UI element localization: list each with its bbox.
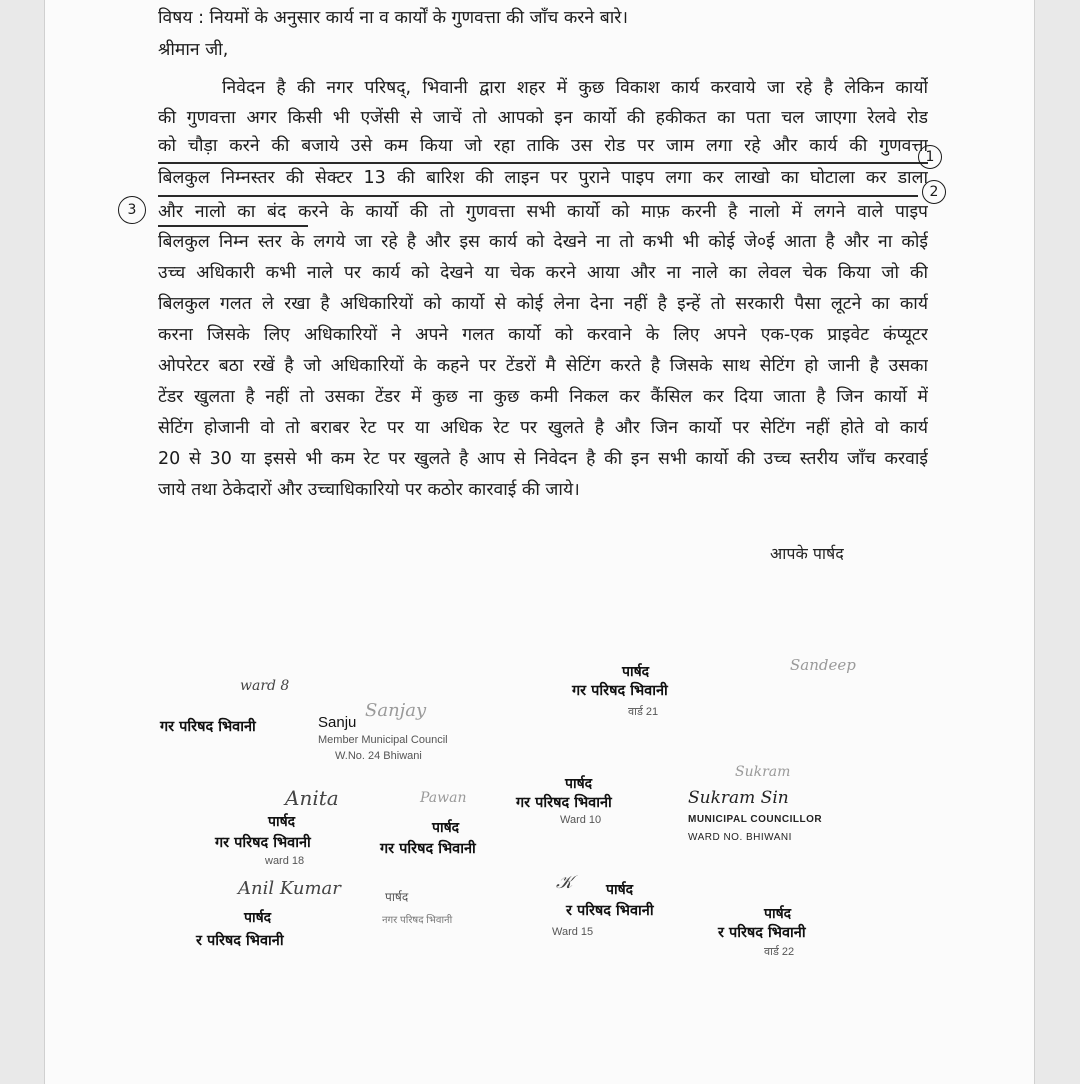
signatory-name: Sanju	[318, 714, 357, 731]
body-line-5: और नालो का बंद करने के कार्यो की तो गुणवत्ता सभी कार्यो को माफ़ करनी है नालो में लगने वाले पाइप	[158, 202, 928, 222]
body-line-8: बिलकुल गलत ले रखा है अधिकारियों को कार्यो से कोई लेना देना नहीं है इन्हें तो सरकारी पैसा लूटने का कार्य	[158, 294, 928, 314]
stamp-council-line: र परिषद भिवानी	[196, 933, 284, 949]
stamp-ward: ward 18	[265, 855, 305, 867]
body-line-7: उच्च अधिकारी कभी नाले पर कार्य को देखने या चेक करने आया और ना नाले का लेवल चेक किया जो की	[158, 263, 928, 283]
body-line-12: सेटिंग होजानी वो तो बराबर रेट पर या अधिक रेट पर खुलते है और जिन कार्यो पर सेटिंग नहीं होते वो कार्य	[158, 418, 928, 438]
stamp-title: पार्षद	[268, 814, 296, 830]
body-line-1: निवेदन है की नगर परिषद्‌, भिवानी द्वारा शहर में कुछ विकाश कार्य करवाये जा रहे है लेकिन कार्यो	[222, 78, 928, 98]
stamp-ward: Ward 10	[560, 814, 602, 826]
circled-marker-1: 1	[918, 145, 942, 169]
signature-scribble: ward 8	[240, 678, 290, 694]
page-margin-left	[0, 0, 45, 1084]
stamp-title: पार्षद	[622, 664, 650, 680]
signature-scribble: Anil Kumar	[238, 878, 341, 899]
stamp-council-line: गर परिषद भिवानी	[572, 683, 668, 699]
signatory-name: Sukram Sin	[688, 788, 789, 808]
circled-marker-2: 2	[922, 180, 946, 204]
stamp-title: पार्षद	[606, 882, 634, 898]
signature-scribble: Sandeep	[790, 656, 856, 674]
letter-salutation: श्रीमान जी,	[158, 40, 229, 60]
signature-scribble: Sanjay	[365, 700, 427, 721]
body-line-13: 20 से 30 या इससे भी कम रेट पर खुलते है आप से निवेदन है की इन सभी कार्यो की उच्च स्तरीय जाँच करवाई	[158, 449, 928, 469]
stamp-ward: WARD NO. BHIWANI	[688, 832, 792, 843]
stamp-council-line: गर परिषद भिवानी	[516, 795, 612, 811]
stamp-designation: MUNICIPAL COUNCILLOR	[688, 814, 823, 825]
body-line-9: करना जिसके लिए अधिकारियों ने अपने गलत कार्यो को करवाने के लिए अपने एक-एक प्राइवेट कंप्यूटर	[158, 325, 928, 345]
signature-scribble: Anita	[285, 786, 339, 810]
letter-subject: विषय : नियमों के अनुसार कार्य ना व कार्यों के गुणवत्ता की जाँच करने बारे।	[158, 8, 629, 28]
body-line-3: को चौड़ा करने की बजाये उसे कम किया जो रहा ताकि उस रोड पर जाम लगा रहे और कार्य की गुणवत्ता	[158, 136, 928, 156]
stamp-council-line: गर परिषद भिवानी	[215, 835, 311, 851]
stamp-title: पार्षद	[764, 906, 792, 922]
stamp-ward: W.No. 24 Bhiwani	[335, 750, 422, 762]
page-margin-right	[1034, 0, 1080, 1084]
stamp-council-line: र परिषद भिवानी	[718, 925, 806, 941]
body-line-2: की गुणवत्ता अगर किसी भी एजेंसी से जाचें तो आपको इन कार्यो की हकीकत का पता चल जाएगा रेलवे रोड	[158, 108, 928, 128]
underline-2	[158, 195, 918, 197]
signature-scribble: Sukram	[735, 764, 791, 780]
body-line-14: जाये तथा ठेकेदारों और उच्चाधिकारियो पर कठोर कारवाई की जाये।	[158, 480, 580, 500]
body-line-10: ओपरेटर बठा रखें है जो अधिकारियों के कहने पर टेंडरों मै सेटिंग करते है जिसके साथ सेटिंग हो जानी है उसका	[158, 356, 928, 376]
stamp-ward: वार्ड 21	[628, 706, 659, 718]
underline-1	[158, 162, 928, 164]
stamp-council-line: र परिषद भिवानी	[566, 903, 654, 919]
stamp-council-line: गर परिषद भिवानी	[380, 841, 476, 857]
stamp-ward: वार्ड 22	[764, 946, 795, 958]
letter-closing: आपके पार्षद	[770, 544, 844, 563]
underline-3	[158, 225, 308, 227]
stamp-title: पार्षद	[385, 890, 409, 904]
body-line-6: बिलकुल निम्न स्तर के लगये जा रहे है और इस कार्य को देखने ना तो कभी भी कोई जे०ई आता है और ना कोई	[158, 232, 928, 252]
circled-marker-3: 3	[118, 196, 146, 224]
stamp-title: पार्षद	[432, 820, 460, 836]
stamp-council-line: गर परिषद भिवानी	[160, 719, 256, 735]
signature-scribble: 𝒦	[556, 872, 573, 893]
stamp-designation: Member Municipal Council	[318, 734, 448, 746]
stamp-ward: Ward 15	[552, 926, 594, 938]
body-line-11: टेंडर खुलता है नहीं तो उसका टेंडर में कुछ ना कुछ कमी निकल कर कैंसिल कर दिया जाता है जिन कार्यो में	[158, 387, 928, 407]
signature-scribble: Pawan	[420, 790, 467, 806]
stamp-title: पार्षद	[244, 910, 272, 926]
stamp-title: पार्षद	[565, 776, 593, 792]
body-line-4: बिलकुल निम्नस्तर की सेक्टर 13 की बारिश की लाइन पर पुराने पाइप लगा कर लाखो का घोटाला कर डाला	[158, 168, 928, 188]
stamp-council-line: नगर परिषद भिवानी	[382, 915, 453, 926]
